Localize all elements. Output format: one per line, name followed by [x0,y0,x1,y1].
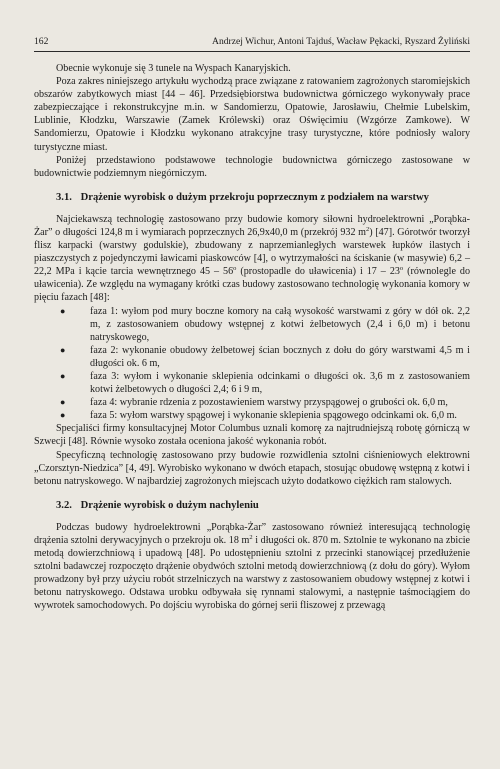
section-3-2-paragraph-1: Podczas budowy hydroelektrowni „Porąbka-Żar” zastosowano również interesującą technologię drążenia sztolni derywacyjnych o przekroju ok. 18 $m^2$ i długości ok. 870 m. Sztolnie te wykonano na zbicie metodą dowierzchniową i upadową [48]. Po udostępnieniu sztolni z przecinki stanowiącej przedłużenie sztolni badawczej rozpoczęto drążenie obydwóch sztolni metodą dowierzchniową (z dołu do góry). Wyłom prowadzony był przy użyciu robót strzelniczych na warstwy z zastosowaniem obudowy wstępnej z kotwi i betonu natryskowego. Odstawa urobku odbywała się rynnami stalowymi, a następnie taśmociągiem do wywrotek samochodowych. Po dojściu wyrobiska do górnej serii fliszowej z przewagą [34,521,470,612]
intro-paragraph-3: Poniżej przedstawiono podstawowe technologie budownictwa górniczego zastosowane w budownictwie podziemnym niegórniczym. [34,154,470,179]
body-text [34,62,470,612]
bullet-icon: ● [60,344,66,355]
section-3-1-paragraph-3: Specyficzną technologię zastosowano przy budowie rozwidlenia sztolni ciśnieniowych elektrowni „Czorsztyn-Niedzica” [4, 49]. Wyrobisko wykonano w dwóch etapach, stosując obudowę wstępną z kotwi i betonu natryskowego. W najbardziej zagrożonych miejscach użyto dodatkowo ciężkich ram stalowych. [34,449,470,487]
running-header [34,36,470,52]
running-header-authors: Andrzej Wichur, Antoni Tajduś, Wacław Pękacki, Ryszard Żyliński [212,36,470,47]
list-item: ● faza 5: wyłom warstwy spągowej i wykonanie sklepienia spągowego odcinkami ok. 6,0 m. [60,410,457,422]
bullet-icon: ● [60,410,66,421]
list-item: ● faza 4: wybranie rdzenia z pozostawieniem warstwy przyspągowej o grubości ok. 6,0 m, [60,397,448,409]
section-3-1-paragraph-1: Najciekawszą technologię zastosowano przy budowie komory siłowni hydroelektrowni „Porąbka-Żar” o długości 124,8 m i wymiarach poprzecznych 26,9x40,0 m (przekrój 932 $m^2$) [47]. Górotwór tworzył flisz karpacki (warstwy godulskie), zbudowany z naprzemianległych warstewek łupków ilastych i piaszczystych z pojedynczymi ławicami piaskowców [4], o wytrzymałości na ściskanie (w masywie) 6,2 – 22,2 MPa i kącie tarcia wewnętrznego 45 – 56$^o$ (prostopadle do uławicenia) i 17 – 23$^o$ (równolegle do uławicenia). Ze względu na wymagany krótki czas budowy zastosowano technologię wykonania komory w pięciu fazach [48]: [34,213,470,304]
intro-paragraph-2: Poza zakres niniejszego artykułu wychodzą prace związane z ratowaniem zagrożonych staromiejskich obszarów zabytkowych miast [44 – 46]. Przedsiębiorstwa budownictwa górniczego wykonywały prace zabezpieczające i rekonstrukcyjne m.in. w Sandomierzu, Opatowie, Jarosławiu, Chełmie Lubelskim, Lublinie, Kłodzku, Warszawie (Zamek Królewski) oraz Oświęcimiu (Wzgórze Zamkowe). W Sandomierzu, Opatowie i Kłodzku wykonano atrakcyjne trasy turystyczne, które podniosły walory turystyczne miast. [34,76,470,153]
section-title: Drążenie wyrobisk o dużym nachyleniu [80,499,259,511]
section-3-1-paragraph-2: Specjaliści firmy konsultacyjnej Motor Columbus uznali komorę za najtrudniejszą robotę górniczą w Szwecji [48]. Równie wysoko została oceniona jakość wykonania robót. [34,423,470,448]
section-title: Drążenie wyrobisk o dużym przekroju poprzecznym z podziałem na warstwy [80,191,429,203]
section-number: 3.1. [56,191,72,203]
bullet-icon: ● [60,397,66,408]
intro-paragraph-1: Obecnie wykonuje się 3 tunele na Wyspach Kanaryjskich. [56,63,291,74]
section-heading-3-1 [56,191,470,204]
section-heading-3-2 [56,499,470,512]
bullet-icon: ● [60,370,66,381]
bullet-icon: ● [60,305,66,316]
phase-list [34,305,470,423]
list-item: ● faza 3: wyłom i wykonanie sklepienia odcinkami o długości ok. 3,6 m z zastosowaniem kotwi żelbetowych o długości 2,4; 6 i 9 m, [60,370,470,396]
page-number: 162 [34,36,49,47]
section-number: 3.2. [56,499,72,511]
list-item: ● faza 1: wyłom pod mury boczne komory na całą wysokość warstwami z góry w dół ok. 2,2 m, z zastosowaniem obudowy wstępnej z kotwi żelbetowych (2,4 i 6,0 m) i betonu natryskowego, [60,305,470,343]
list-item: ● faza 2: wykonanie obudowy żelbetowej ścian bocznych z dołu do góry warstwami 4,5 m i długości ok. 6 m, [60,344,470,369]
